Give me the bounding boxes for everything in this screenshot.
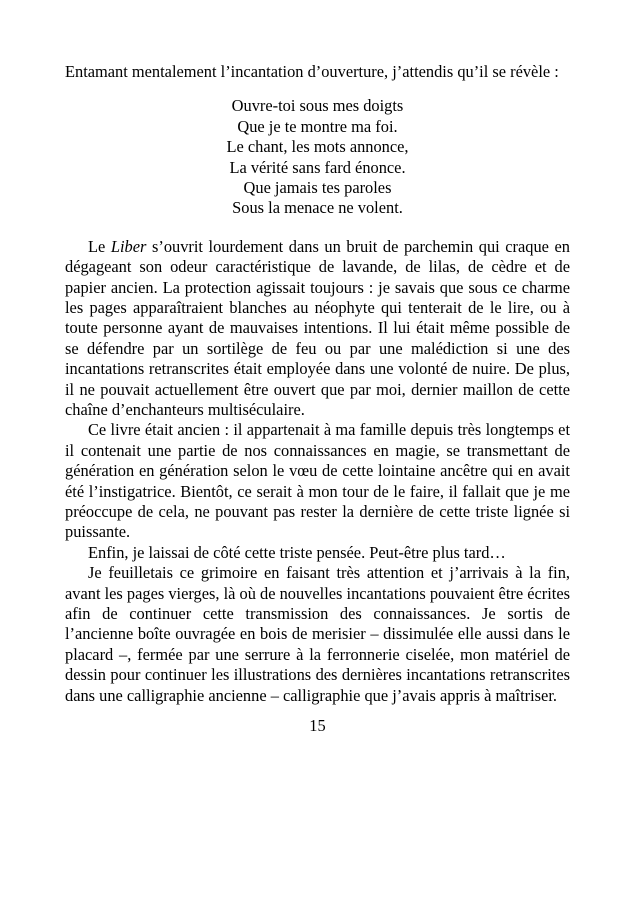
paragraph-liber-rest: s’ouvrit lourdement dans un bruit de parchemin qui craque en dégageant son odeur caractéristique de lavande, de lilas, de cèdre et de papier ancien. La protection agissait toujours : je savais que sous ce charme les pages apparaîtraient blanches au néophyte qui tenterait de le lire, ou à toute personne ayant de mauvaises intentions. Il lui était même possible de se défendre par un sortilège de feu ou par une malédiction si une des incantations retranscrites était employée dans une volonté de nuire. De plus, il ne pouvait actuellement être ouvert que par moi, dernier maillon de cette chaîne d’enchanteurs multiséculaire. bbox=[65, 236, 570, 419]
paragraph-sad-thought: Enfin, je laissai de côté cette triste pensée. Peut-être plus tard… bbox=[88, 542, 506, 562]
incantation-poem bbox=[65, 96, 570, 218]
paragraph-liber-start: Le bbox=[88, 236, 111, 256]
poem-line-2: Que je te montre ma foi. bbox=[237, 116, 398, 136]
poem-line-4: La vérité sans fard énonce. bbox=[229, 157, 406, 177]
book-page bbox=[65, 62, 570, 737]
intro-paragraph: Entamant mentalement l’incantation d’ouverture, j’attendis qu’il se révèle : bbox=[65, 62, 559, 81]
poem-line-3: Le chant, les mots annonce, bbox=[226, 137, 409, 157]
paragraph-liber bbox=[65, 237, 570, 421]
poem-line-6: Sous la menace ne volent. bbox=[232, 198, 403, 218]
paragraph-ancient-book: Ce livre était ancien : il appartenait à ma famille depuis très longtemps et il contenait une partie de nos connaissances en magie, se transmettant de génération en génération selon le vœu de cette lointaine ancêtre qui en avait été l’instigatrice. Bientôt, ce serait à mon tour de le faire, il fallait que je me préoccupe de cela, ne pouvant pas rester la dernière de cette triste lignée si puissante. bbox=[65, 420, 570, 542]
paragraph-grimoire: Je feuilletais ce grimoire en faisant très attention et j’arrivais à la fin, avant les pages vierges, là où de nouvelles incantations pouvaient être écrites afin de continuer cette transmission des connaissances. Je sortis de l’ancienne boîte ouvragée en bois de merisier – dissimulée elle aussi dans le placard –, fermée par une serrure à la ferronnerie ciselée, mon matériel de dessin pour continuer les illustrations des dernières incantations retranscrites dans une calligraphie ancienne – calligraphie que j’avais appris à maîtriser. bbox=[65, 563, 570, 705]
poem-line-1: Ouvre-toi sous mes doigts bbox=[231, 96, 404, 116]
page-number: 15 bbox=[309, 716, 326, 736]
liber-title: Liber bbox=[110, 236, 147, 256]
poem-line-5: Que jamais tes paroles bbox=[243, 177, 392, 197]
